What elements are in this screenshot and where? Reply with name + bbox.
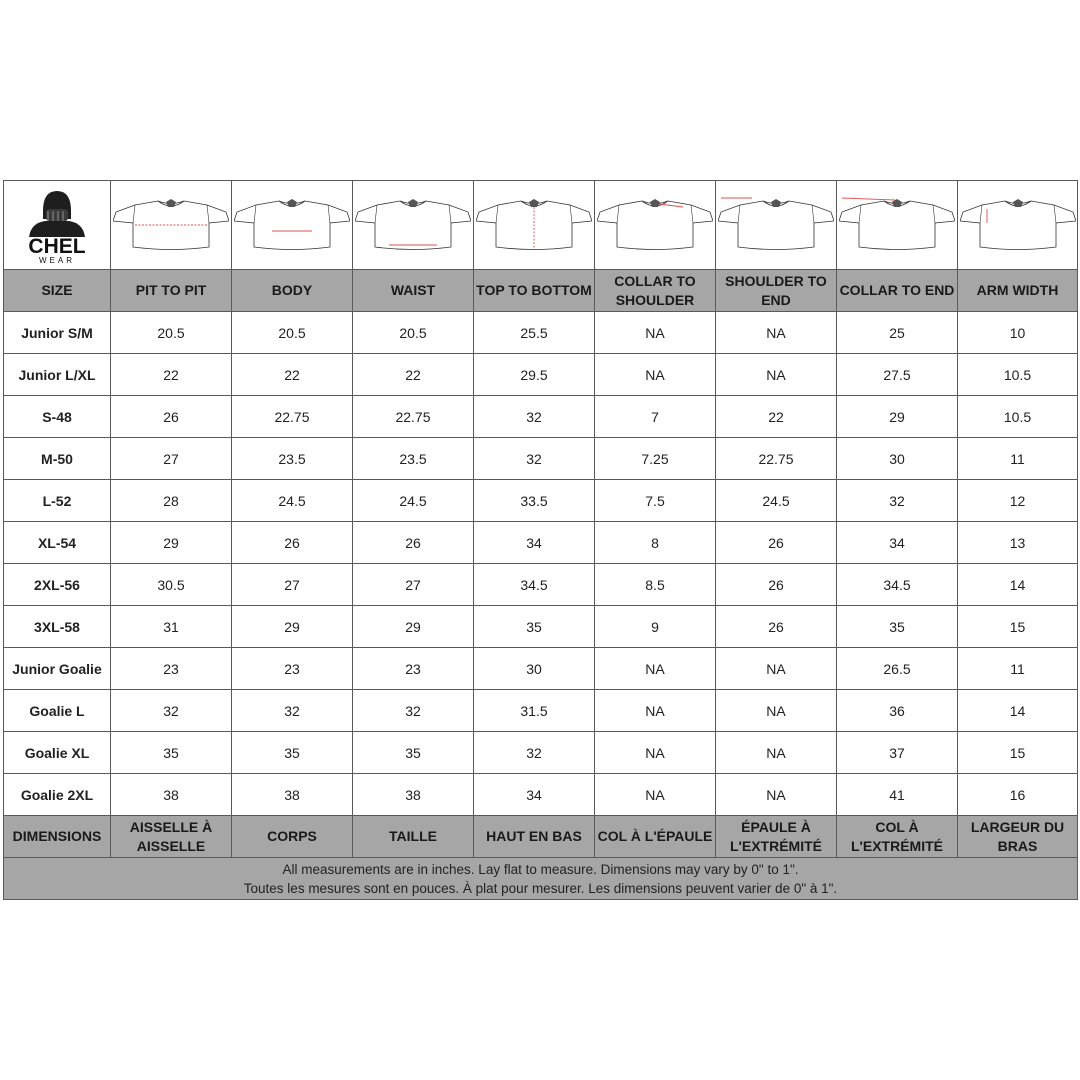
measurement-cell: 24.5 — [716, 480, 837, 522]
measurement-cell: NA — [716, 312, 837, 354]
measurement-cell: 26.5 — [837, 648, 958, 690]
jersey-arm-width-icon — [960, 195, 1076, 255]
measurement-cell: NA — [595, 648, 716, 690]
jersey-icon-cell — [595, 181, 716, 270]
measurement-cell: 11 — [958, 648, 1078, 690]
french-column-header: TAILLE — [353, 816, 474, 858]
french-column-header: DIMENSIONS — [4, 816, 111, 858]
column-header: WAIST — [353, 270, 474, 312]
measurement-cell: 23 — [232, 648, 353, 690]
measurement-cell: NA — [595, 312, 716, 354]
measurement-cell: 38 — [232, 774, 353, 816]
measurement-cell: 20.5 — [111, 312, 232, 354]
measurement-cell: NA — [716, 732, 837, 774]
size-label: Junior L/XL — [4, 354, 111, 396]
column-header: BODY — [232, 270, 353, 312]
measurement-cell: 24.5 — [353, 480, 474, 522]
jersey-pit-to-pit-icon — [113, 195, 229, 255]
measurement-cell: 25.5 — [474, 312, 595, 354]
note-english: All measurements are in inches. Lay flat to measure. Dimensions may vary by 0" to 1". — [282, 861, 799, 877]
table-row — [4, 522, 1078, 564]
measurement-cell: 22 — [353, 354, 474, 396]
french-header-row — [4, 816, 1078, 858]
measurement-cell: 25 — [837, 312, 958, 354]
column-header: TOP TO BOTTOM — [474, 270, 595, 312]
measurement-cell: 15 — [958, 606, 1078, 648]
measurement-cell: 35 — [474, 606, 595, 648]
size-label: Junior Goalie — [4, 648, 111, 690]
jersey-icon-cell — [958, 181, 1078, 270]
jersey-top-to-bottom-icon — [476, 195, 592, 255]
measurement-cell: 36 — [837, 690, 958, 732]
measurement-cell: 7.5 — [595, 480, 716, 522]
table-row — [4, 648, 1078, 690]
measurement-cell: 27.5 — [837, 354, 958, 396]
jersey-icon-cell — [837, 181, 958, 270]
illustration-row — [4, 181, 1078, 270]
header-row — [4, 270, 1078, 312]
measurement-cell: 9 — [595, 606, 716, 648]
logo-cell — [4, 181, 111, 270]
jersey-icon-cell — [232, 181, 353, 270]
size-label: Goalie XL — [4, 732, 111, 774]
measurement-cell: 22 — [111, 354, 232, 396]
table-row — [4, 396, 1078, 438]
column-header: ARM WIDTH — [958, 270, 1078, 312]
measurement-cell: 32 — [474, 438, 595, 480]
column-header: PIT TO PIT — [111, 270, 232, 312]
measurement-cell: 22 — [232, 354, 353, 396]
french-column-header: AISSELLE À AISSELLE — [111, 816, 232, 858]
jersey-shoulder-to-end-icon — [718, 195, 834, 255]
table-row — [4, 690, 1078, 732]
french-column-header: COL À L'ÉPAULE — [595, 816, 716, 858]
measurement-cell: 22 — [716, 396, 837, 438]
measurement-cell: 26 — [232, 522, 353, 564]
measurement-cell: 23.5 — [232, 438, 353, 480]
measurement-cell: 24.5 — [232, 480, 353, 522]
measurement-cell: NA — [716, 354, 837, 396]
table-row — [4, 438, 1078, 480]
table-row — [4, 312, 1078, 354]
measurement-cell: 38 — [111, 774, 232, 816]
measurement-cell: 34 — [474, 522, 595, 564]
jersey-body-icon — [234, 195, 350, 255]
french-column-header: COL À L'EXTRÉMITÉ — [837, 816, 958, 858]
measurement-cell: 32 — [353, 690, 474, 732]
measurement-cell: 13 — [958, 522, 1078, 564]
logo-text: CHEL — [28, 235, 86, 258]
jersey-icon-cell — [716, 181, 837, 270]
measurement-cell: 37 — [837, 732, 958, 774]
measurement-cell: 34 — [837, 522, 958, 564]
measurement-cell: 26 — [716, 564, 837, 606]
measurement-cell: 23.5 — [353, 438, 474, 480]
size-label: Goalie 2XL — [4, 774, 111, 816]
table-row — [4, 480, 1078, 522]
column-header: COLLAR TO END — [837, 270, 958, 312]
column-header: COLLAR TO SHOULDER — [595, 270, 716, 312]
measurement-cell: 29 — [111, 522, 232, 564]
measurement-cell: 29 — [232, 606, 353, 648]
french-column-header: HAUT EN BAS — [474, 816, 595, 858]
measurement-cell: 30.5 — [111, 564, 232, 606]
measurement-cell: 29 — [837, 396, 958, 438]
measurement-cell: 14 — [958, 690, 1078, 732]
measurement-cell: 34 — [474, 774, 595, 816]
measurement-cell: 35 — [837, 606, 958, 648]
table-row — [4, 774, 1078, 816]
size-label: 2XL-56 — [4, 564, 111, 606]
size-label: S-48 — [4, 396, 111, 438]
measurement-cell: NA — [716, 774, 837, 816]
measurement-cell: 38 — [353, 774, 474, 816]
size-label: Goalie L — [4, 690, 111, 732]
notes-cell — [4, 858, 1078, 900]
table-row — [4, 564, 1078, 606]
table-row — [4, 606, 1078, 648]
measurement-cell: NA — [595, 354, 716, 396]
measurement-cell: 27 — [353, 564, 474, 606]
size-label: Junior S/M — [4, 312, 111, 354]
jersey-collar-to-shoulder-icon — [597, 195, 713, 255]
french-column-header: ÉPAULE À L'EXTRÉMITÉ — [716, 816, 837, 858]
measurement-cell: 27 — [232, 564, 353, 606]
measurement-cell: 26 — [716, 522, 837, 564]
measurement-cell: 31 — [111, 606, 232, 648]
measurement-cell: 35 — [111, 732, 232, 774]
measurement-cell: 20.5 — [232, 312, 353, 354]
french-column-header: LARGEUR DU BRAS — [958, 816, 1078, 858]
size-label: 3XL-58 — [4, 606, 111, 648]
measurement-cell: 27 — [111, 438, 232, 480]
size-chart-table — [3, 180, 1078, 900]
measurement-cell: 32 — [837, 480, 958, 522]
measurement-cell: 34.5 — [474, 564, 595, 606]
measurement-cell: 33.5 — [474, 480, 595, 522]
measurement-cell: NA — [595, 774, 716, 816]
measurement-cell: 10.5 — [958, 354, 1078, 396]
jersey-icon-cell — [474, 181, 595, 270]
measurement-cell: 32 — [474, 732, 595, 774]
measurement-cell: 41 — [837, 774, 958, 816]
measurement-cell: 28 — [111, 480, 232, 522]
measurement-cell: 34.5 — [837, 564, 958, 606]
column-header: SHOULDER TO END — [716, 270, 837, 312]
measurement-cell: 32 — [232, 690, 353, 732]
column-header: SIZE — [4, 270, 111, 312]
measurement-cell: 30 — [474, 648, 595, 690]
measurement-cell: 31.5 — [474, 690, 595, 732]
measurement-cell: 7.25 — [595, 438, 716, 480]
jersey-collar-to-end-icon — [839, 195, 955, 255]
measurement-cell: 10 — [958, 312, 1078, 354]
measurement-cell: 22.75 — [716, 438, 837, 480]
measurement-cell: 26 — [111, 396, 232, 438]
measurement-cell: NA — [595, 732, 716, 774]
measurement-cell: NA — [595, 690, 716, 732]
measurement-cell: 16 — [958, 774, 1078, 816]
measurement-cell: 8.5 — [595, 564, 716, 606]
size-label: L-52 — [4, 480, 111, 522]
table-row — [4, 354, 1078, 396]
measurement-cell: 32 — [474, 396, 595, 438]
measurement-cell: 23 — [353, 648, 474, 690]
measurement-cell: 26 — [353, 522, 474, 564]
jersey-waist-icon — [355, 195, 471, 255]
size-label: M-50 — [4, 438, 111, 480]
note-french: Toutes les mesures sont en pouces. À plat pour mesurer. Les dimensions peuvent varier de 0" à 1". — [243, 880, 838, 896]
measurement-cell: 35 — [232, 732, 353, 774]
measurement-cell: 7 — [595, 396, 716, 438]
measurement-cell: NA — [716, 690, 837, 732]
measurement-cell: 15 — [958, 732, 1078, 774]
measurement-cell: 11 — [958, 438, 1078, 480]
measurement-cell: 14 — [958, 564, 1078, 606]
measurement-cell: 20.5 — [353, 312, 474, 354]
measurement-cell: 29.5 — [474, 354, 595, 396]
size-rows — [4, 312, 1078, 816]
measurement-cell: 23 — [111, 648, 232, 690]
notes-row — [4, 858, 1078, 900]
measurement-cell: 12 — [958, 480, 1078, 522]
table-row — [4, 732, 1078, 774]
french-column-header: CORPS — [232, 816, 353, 858]
measurement-cell: 10.5 — [958, 396, 1078, 438]
measurement-cell: 8 — [595, 522, 716, 564]
measurement-cell: 26 — [716, 606, 837, 648]
measurement-cell: 22.75 — [353, 396, 474, 438]
logo-subtext: WEAR — [39, 256, 75, 265]
size-label: XL-54 — [4, 522, 111, 564]
measurement-cell: 35 — [353, 732, 474, 774]
chel-wear-logo — [21, 185, 93, 265]
jersey-icon-cell — [111, 181, 232, 270]
jersey-icon-cell — [353, 181, 474, 270]
measurement-cell: 30 — [837, 438, 958, 480]
measurement-cell: 29 — [353, 606, 474, 648]
measurement-cell: 22.75 — [232, 396, 353, 438]
measurement-cell: NA — [716, 648, 837, 690]
measurement-cell: 32 — [111, 690, 232, 732]
